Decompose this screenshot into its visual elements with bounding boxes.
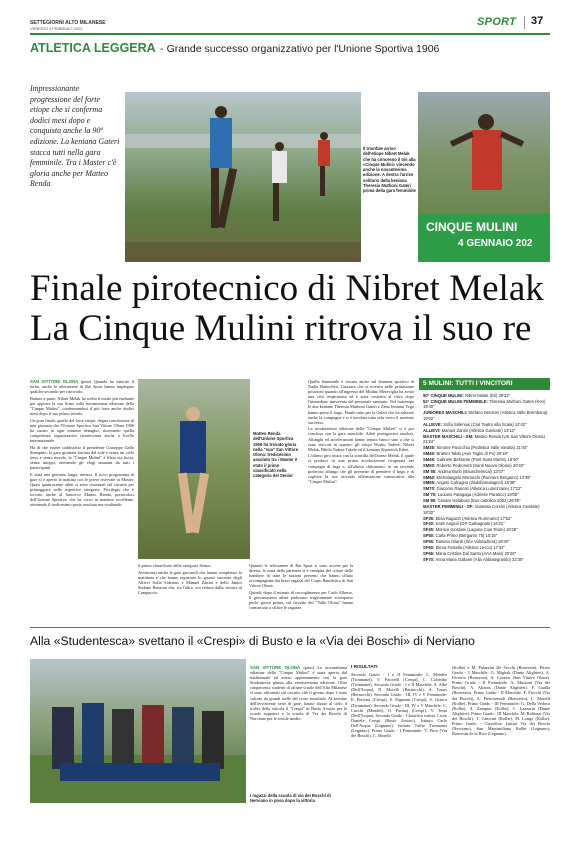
results-item-text: Michelangelo Moriacchi (Runners Bergamo) 14'35" [436,474,531,480]
second-dateline: SAN VITTORE OLONA [250,665,301,670]
finish-banner-text: CINQUE MULINI [426,220,518,234]
article-col-1 [30,379,134,605]
results-item-text: Nibret Melak (Eti) 28'33" [464,393,511,398]
results-item-text: Anna Maria Gallarin (Alia Abbiategrasso) 22'30" [435,556,524,562]
results-item-label: MASTER MASCHILI - SM: [423,433,474,439]
results-item-label: SM60: [423,474,436,480]
results-item-label: 52° CINQUE MULINI FEMMINILE: [423,398,488,404]
results-item [423,551,548,557]
results-item [423,463,548,469]
article-p7: Avvincenti anche le gare giovanili che hanno completato la mattinata e che hanno registrato lo spunto vincente degli Allievi Sofia Sidenius e Manuel Zanini e dello Junior Stefano Benzoni che, tra l'altro, era reduce dalla vittoria al Campaccio. [138,569,242,595]
results-item-text: Vanessa Corsini (Atletica Gessate) 18'32" [423,504,540,515]
second-body [250,665,347,789]
results-item-text: Matteo Renda (US San Vittore Olona) 21'24" [423,433,545,445]
results-item-text: Elena Fustella (Atletica Lecco) 17'42" [435,544,505,550]
results-item-text: Katin Angioli (GP Garbagnate) 16'21" [435,521,505,527]
photo-gateri-finish [418,92,550,262]
second-body-text: (pmu) La novantesima edizione della "Cinque Mulini" è stata aperta dal tradizionale ed atteso appuntamento con la gara Studentesca giunta alla ventiseiesima edizione. Oltre cinquecento studenti di alcune scuole dell'Alto Milanese si sono affrontati sul circuito che il giorno dopo è stato calcato da grandi stelle del cross mondiale. Al termine dell'avvincente serie di gare, hanno alzato al cielo il trofeo della vittoria il "Crespi" di Busto Arsizio per le scuole superiori e la scuola di Via dei Boschi di Nerviano per le scuole medie. [250,665,347,721]
article-p4: Ha di che essere soddisfatto il presidente Giuseppe Gallo Stampino: la gara giornata baciata dal sole e senza un cielo terso e senza nuvole, la "Cinque Mulini" è filata via liscia, senza intoppi, ottenendo gli elogi unanimi da tutti i partecipanti. [30,444,134,470]
second-results-col-b: (Kolbe) e M. Palazzini De Vecchi (Bonvesin). Primo Grado - I Maschile: G. Mighali (Dante Alighieri), A. Ferrario (Bonvesin), A. Corazzi (San Vittore Olona). Primo Grado - II Femminile: A. Mussoni (Via dei Boschi), A. Alfaras (Dante Alighieri), F. Gualla (Bonvesin). Primo Grado - II Maschile: F. Fiocchi (Via dei Boschi), A. Pietrosemoli (Bonvesin), L. Morelli (Kolbe). Primo Grado - III Femminile: G. Della Vedova (Kolbe), A. Zampini (Kolbe), C. Lazzarin (Dante Alighieri). Primo Grado - III Maschile: M. Raffuzzi (Via dei Boschi), T. Cancrini (Kolbe), M. Longo (Kolbe). Primo Grado - Classifica: Istituti Via dei Boschi (Nerviano), San Massimiliano Kolbe (Legnano), Bonvesin de la Riva (Legnano). [452,665,550,737]
results-item-text: Theresia Muthoni Gateri (Ken) 19'40" [423,398,546,410]
results-item-text: Carla Primo (Bergamo 75) 15'15" [435,533,498,539]
intro-text: Impressionante progressione del forte etiope che si conferma dodici mesi dopo e conquista anche la 90ª edizione. La keniana Gateri stacca tutti nella gara femminile. Tra i Master c'è gloria anche per Matteo Renda [30,84,120,189]
results-item-text: Sofia Sidenius (Cral Teatro alla Scala) 14'42" [443,421,527,427]
results-item-label: SF40: [423,521,435,527]
results-title: 5 MULINI: TUTTI I VINCITORI [419,378,550,390]
second-results-title: I RISULTATI [351,665,378,670]
finish-banner-sub: 4 GENNAIO 202 [458,238,533,249]
results-item-label: SM65: [423,480,436,486]
results-item [423,469,548,475]
photo-renda [138,379,250,559]
results-item-label: 90° CINQUE MULINI: [423,393,464,398]
results-item [423,498,548,504]
photo-students-group [30,659,246,803]
caption-students: I ragazzi della scuola di via dei Boschi di Nerviano in posa dopo la vittoria [250,793,331,804]
results-item [423,428,548,434]
results-item-label: SM50: [423,462,436,468]
kicker [30,39,439,57]
results-item-text: Andrea Burlo (Bauschemical) 13'47" [437,468,505,474]
results-item-text: Angelo Calcagno (Zadofiamalagnoi) 16'38" [436,480,516,486]
results-item [423,422,548,428]
results-item-label: MASTER FEMMINILI - SF: [423,504,474,510]
results-item-text: Giacomo Rancati (Atletica Lumezzane) 17'22" [436,486,522,492]
results-item-label: ALLIEVI: [423,427,441,433]
article-p1: (pmu) Quando ha inserito il turbo, anche le telecamere di Rai Sport hanno impiegato qualche secondo per ritrovarlo. [30,379,134,395]
second-results-col-a: Secondo Grado - I e II Femminile: L. Mendez (Tirinnanzi), V. Paricelli (Crespi), C. Colombo (Tirinnanzi). Secondo Grado - I e II Maschile: S. Albé (Dell'Acqua), D. Morelli (Bernocchi), A. Tassis (Bernocchi). Secondo Grado - III, IV e V Femminile: E. Pericasi (Crespi), S. Pagnami (Crespi), S. Grasca (Tirinnanzi). Secondo Grado - III, IV e V Maschile: C. Cucchi (Mendel), O. Farinaj (Crespi), V. Testa (Dell'Acqua). Secondo Grado - Classifica istituti: Liceo Daniele Crespi (Busto Arsizio), Istituto Carlo Dell'Acqua (Legnano), Istituto Tullio Tirinnanzi (Legnano). Primo Grado - I Femminile: V. Pirre (Via dei Boschi), C. Morelli [351,672,447,739]
results-item [423,545,548,551]
results-item-label: SF55: [423,539,435,545]
results-item [423,393,548,399]
headline-line-1: Finale pirotecnico di Nibret Melak [30,268,544,309]
article-p8: Quando le telecamere di Rai Sport si sono accese per la diretta, la zona della partenza si è riempita del colore delle bandiere di tutte le nazioni presenti che hanno sfilato accompagnate dai bravi ragazzi del Corpo Bandistico di San Vittore Olona. [249,563,353,589]
results-list [419,390,550,562]
results-item [423,504,548,515]
section-divider [524,16,525,29]
article-p9: Quindi, dopo il minuto di raccoglimento per Carlo Alberto, il giovanissimo atleta padovano tragicamente scomparso pochi giorni prima, sul circuito del "Valle Olona" hanno cominciato a sfilare le ragazze. [249,589,353,611]
page-number: 37 [531,15,544,27]
caption-top: Il trionfale arrivo dell'etiope Nibret Melak che ha concesso il bis alla «Cinque Mulini» vincendo anche la novantesima edizione. A destra l'arrivo solitario della keniana Theresia Muthoni Gateri prima della gara femminile [363,146,416,194]
article-p2: Battute a parte, Nibret Melak ha scelto il modo più esaltante per apporre la sua firma sulla novantesima edizione della "Cinque Mulini", confermandosi il più forte anche dodici mesi dopo il suo primo trionfo. [30,395,134,417]
results-item-text: Roberto Pedronetti (Santi Nuova Olonio) 20'40" [436,462,525,468]
photo-melak-finish [125,92,361,262]
results-item [423,539,548,545]
results-item [423,445,548,451]
results-item-label: SM45: [423,456,436,462]
results-item-text: Elisa Ragazzi (Atletica Rummario) 17'52" [435,515,512,521]
results-item [423,557,548,563]
results-item-label: SM 80: [423,498,437,504]
article-p11: La novantesima edizione della "Cinque Mulini" si è poi conclusa con la gara maschile. Atleti protagonisti assoluti. Allunghi ed accelerazioni hanno tenuto banco sino a che si sono staccati in quattro: gli etiopi Worku Tadese, Nibret Melak, Bikila Tadese Takele ed il keniano Kiprotich Kibet. [308,426,414,452]
results-item-label: SF65: [423,550,435,556]
results-item [423,533,548,539]
caption-renda: Matteo Renda dell'Unione Sportiva 1906 ha trovato gloria nella "sua" San Vittore Olona: tredicesimo assoluto tra i Master è stato il primo classificato nella categoria dei Senior [253,431,299,479]
results-item-label: SM 75: [423,492,437,498]
results-item [423,457,548,463]
results-item [423,475,548,481]
results-item [423,527,548,533]
article-p3: Un gran finale, quello del forte etiope, degna conclusione di una giornata che l'Unione Sportiva San Vittore Olona 1906 ha curato in ogni minimo dettaglio, ritrovando quella competenza organizzativa riconosciuta anche a livello internazionale. [30,417,134,444]
results-item-label: SF35: [423,515,435,521]
results-box [419,378,550,620]
results-item-label: SF60: [423,544,435,550]
results-item-text: Gabriele Beltrame (Pont Saint Martin) 19'40" [436,456,520,462]
results-item-text: Maria Cristina Dal Santo (AAA Malo) 20'28" [435,550,517,556]
headline-line-2: La Cinque Mulini ritrova il suo re [30,308,532,349]
second-headline: Alla «Studentesca» svettano il «Crespi» di Busto e la «Via dei Boschi» di Nerviano [30,634,475,648]
results-item [423,434,548,445]
results-item [423,480,548,486]
article-p12: L'ultimo giro inizia con la scintilla dell'atteso Melak, il quale si produce in una prima accelerazione ricuperata nei compagni di fuga e, all'ultimo chilometro, in un secondo poderoso allungo che gli permette di prendere il largo e di cogliere la sua seconda affermazione consecutiva alla "Cinque Mulini". [308,453,414,484]
article-p10: Quella femminile è vissuta anche sul dramma sportivo di Nadia Battocletti, l'azzurra che si trovava nelle primissime posizioni quando all'ingresso del Mulino Meraviglia ha avuto una crisi respiratoria ed è stata costretta al ritiro dopo l'immediato intervento del personale sanitario. Nel frattempo le due keniane Theresia Muthoni Gateri e Zena Jemutai Yego hanno preso il largo. Finale tutto per la Gateri che ha salutato anche la compagna e si è involata tutta sola verso il meritato successo. [308,379,414,425]
results-item-label: ALLIEVE: [423,421,443,427]
results-item [423,399,548,410]
results-item [423,521,548,527]
results-item [423,516,548,522]
results-item-text: Cesare Isolabora (Eus cattolica 2002) 26'49" [437,498,521,504]
section-divider-rule [30,627,550,628]
results-item-text: Daniela Gilardi (Sev Valmadrera) 18'30" [435,539,510,545]
results-item-text: Monica Giordani (Laguna Cius Team) 16'29" [435,527,518,533]
kicker-label: ATLETICA LEGGERA [30,41,156,55]
results-item-label: SM 55: [423,468,437,474]
results-item-label: SM70: [423,486,436,492]
results-item-label: SF50: [423,533,435,539]
results-item-text: Luciano Fatagaga (Adriese Paratico) 18'06" [437,492,519,498]
results-item-label: SF45: [423,527,435,533]
article-dateline: SAN VITTORE OLONA [30,379,79,384]
results-item-label: JUNIORES MASCHILI: [423,410,468,416]
results-item-text: Brahim Talab (Avis Taglio di Po) 20'18" [436,451,509,457]
header-rule [30,33,550,35]
article-p6: il primo classificato della categoria Senior. [138,563,212,568]
results-item [423,410,548,421]
issue-date: VENERDÌ 4 FEBBRAIO 2022 [30,26,83,31]
results-item-text: Stefano Benzoni (Atletica Valle Brembana) 19'02" [423,410,548,421]
results-item-text: Simone Pacicchia (Podistica Valle Varaita) 21'44" [436,445,528,451]
results-item [423,451,548,457]
results-item-label: SM35: [423,445,436,451]
paper-name: SETTEGIORNI ALTO MILANESE [30,20,106,26]
article-col-4 [308,379,414,619]
results-item-label: SF70: [423,556,435,562]
article-col-2 [138,563,242,618]
results-item [423,486,548,492]
section-label: SPORT [477,16,517,28]
article-p5: E stata una giornata lunga, intensa. Il ricco programma di gare si è aperto la mattina con le prove riservate ai Master. Quasi quattrocento atleti si sono cimentati sul circuito per primeggiare nelle rispettive categorie. Privilegio che è toccato anche al bustocco Matteo Renda, portacolori dell'Unione Sportiva, che ha corso in maniera eccellente, ottenendo il tredicesimo posto assoluto ma risultando [30,471,134,508]
kicker-text: - Grande successo organizzativo per l'Unione Sportiva 1906 [160,43,440,55]
results-item-label: SM40: [423,451,436,457]
results-item-text: Manuel Zanini (Atletica Gavirate) 13'13" [441,427,516,433]
results-item [423,492,548,498]
